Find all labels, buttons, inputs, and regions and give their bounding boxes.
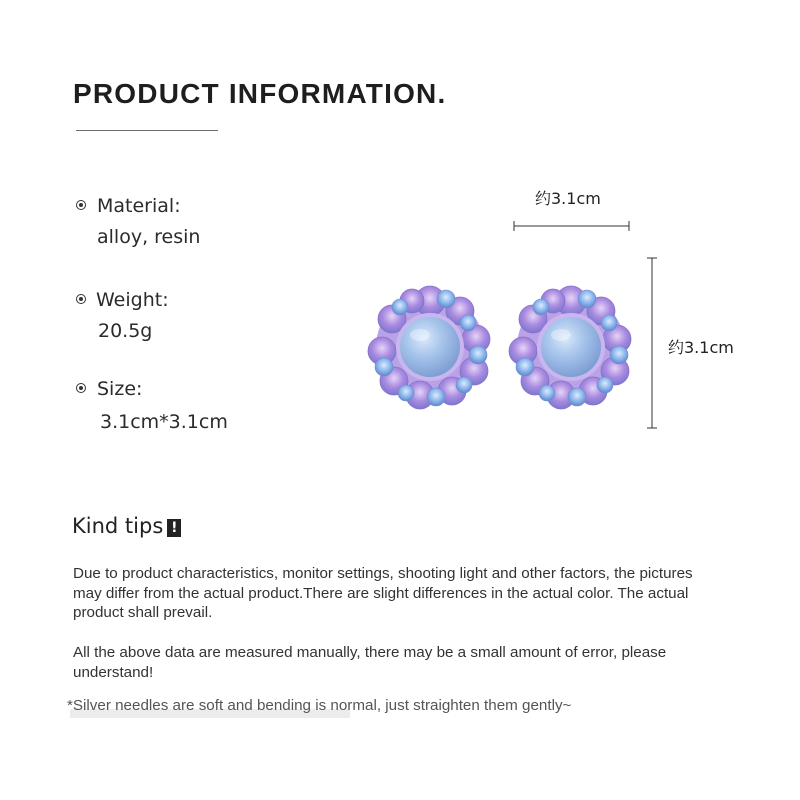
height-dimension-line <box>647 258 657 428</box>
width-dimension-line <box>514 221 629 231</box>
earring-right <box>509 286 631 409</box>
tips-paragraph-1: Due to product characteristics, monitor settings, shooting light and other factors, the pictures may differ from the actual product.There are slight differences in the actual color. The actual product shall prevail. <box>73 565 693 621</box>
width-dimension-label: 约3.1cm <box>535 189 601 208</box>
spec-label: Size: <box>97 378 143 400</box>
kind-tips-title: Kind tips <box>72 514 164 538</box>
page-title: PRODUCT INFORMATION. <box>73 78 447 109</box>
spec-value: alloy, resin <box>97 226 201 248</box>
spec-value: 20.5g <box>98 320 153 342</box>
spec-label: Material: <box>97 195 181 217</box>
earring-left <box>368 286 490 409</box>
silver-needle-note: *Silver needles are soft and bending is normal, just straighten them gently~ <box>67 697 572 714</box>
spec-value: 3.1cm*3.1cm <box>100 411 228 433</box>
tips-paragraph-2: All the above data are measured manually, there may be a small amount of error, please understand! <box>73 644 667 681</box>
spec-label: Weight: <box>96 289 169 311</box>
exclamation-icon: ! <box>167 519 181 537</box>
kind-tips-heading <box>72 514 181 538</box>
height-dimension-label: 约3.1cm <box>668 338 734 357</box>
